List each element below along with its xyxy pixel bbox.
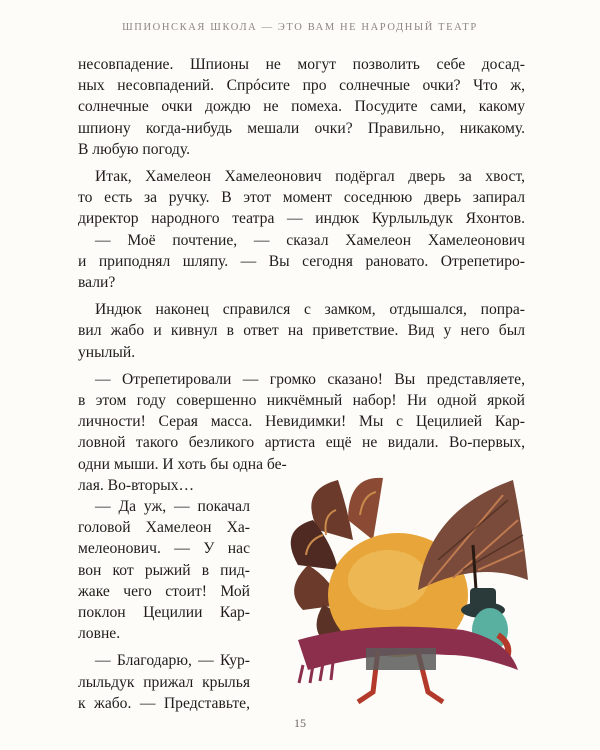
paragraph: [78, 299, 525, 363]
text-line: — Благодарю, — Кур-: [95, 652, 250, 670]
text-line: — Отрепетировали — громко сказано! Вы представляете,: [95, 370, 525, 388]
text-line: шпиону когда-нибудь мешали очки? Правильно, никакому.: [78, 119, 525, 137]
paragraph: [78, 496, 250, 644]
text-line: и приподнял шляпу. — Вы сегодня рановато. Отрепетиро-: [78, 252, 525, 270]
text-line: лая. Во-вторых…: [78, 476, 195, 494]
text-line: жаке чего стоит! Мой: [78, 582, 250, 600]
text-line: Итак, Хамелеон Хамелеонович подёргал дверь за хвост,: [95, 168, 525, 186]
text-line: В любую погоду.: [78, 140, 190, 158]
text-line: к жабо. — Представьте,: [78, 694, 250, 712]
paragraph: [78, 650, 250, 714]
text-line: вон кот рыжий в пид-: [78, 561, 250, 579]
text-line: ловне.: [78, 625, 121, 643]
text-line: личности! Серая масса. Невидимки! Мы с Цецилией Кар-: [78, 413, 525, 431]
text-line: Индюк наконец справился с замком, отдышался, попра-: [95, 301, 525, 319]
text-line: головой Хамелеон Ха-: [78, 519, 250, 537]
text-line: вил жабо и кивнул в ответ на приветствие. Вид у него был: [78, 322, 525, 340]
turkey-with-umbrella-illustration: [278, 470, 568, 710]
text-line: ловной такого безликого артиста ещё не видали. Во-первых,: [78, 434, 525, 452]
turkey-legs: [358, 648, 443, 702]
text-line: унылый.: [78, 343, 136, 361]
paragraph: [78, 166, 525, 230]
paragraph: [78, 54, 525, 160]
text-line: — Да уж, — покачал: [95, 498, 250, 516]
text-line: вали?: [78, 274, 116, 292]
text-line: то есть за ручку. В этот момент соседнюю дверь запирал: [78, 189, 525, 207]
text-line: директор народного театра — индюк Курлыльдук Яхонтов.: [78, 210, 525, 228]
text-line: ных несовпадений. Спрóсите про солнечные очки? Что ж,: [78, 77, 525, 95]
text-line: поклон Цецилии Кар-: [78, 604, 250, 622]
running-header: ШПИОНСКАЯ ШКОЛА — ЭТО ВАМ НЕ НАРОДНЫЙ ТЕАТР: [122, 22, 478, 33]
text-line: несовпадение. Шпионы не могут позволить себе досад-: [78, 56, 525, 73]
text-line: лыльдук прижал крылья: [78, 673, 250, 691]
text-line: солнечные очки дождю не помеха. Посудите сами, какому: [78, 98, 525, 116]
text-line: одни мыши. И хоть бы одна бе-: [78, 455, 287, 473]
text-line: мелеонович. — У нас: [78, 540, 250, 558]
text-line: в этом году совершенно никчёмный набор! Ни одной яркой: [78, 392, 525, 410]
paragraph: [78, 230, 525, 294]
page-number: 15: [294, 716, 306, 730]
text-line: — Моё почтение, — сказал Хамелеон Хамелеонович: [95, 231, 525, 249]
